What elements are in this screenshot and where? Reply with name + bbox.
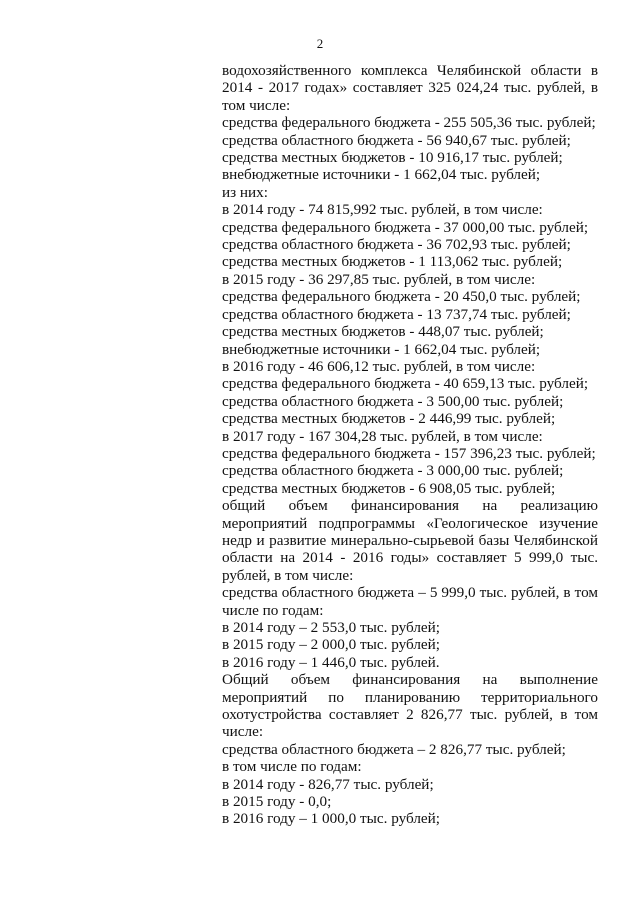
text-line: в том числе по годам: <box>222 758 362 776</box>
text-line: внебюджетные источники - 1 662,04 тыс. рублей; <box>222 340 541 358</box>
page-number: 2 <box>316 36 324 51</box>
text-line: в 2016 году - 46 606,12 тыс. рублей, в том числе: <box>222 357 536 375</box>
text-line: в 2014 году - 826,77 тыс. рублей; <box>222 775 434 793</box>
text-line: средства областного бюджета - 13 737,74 тыс. рублей; <box>222 305 571 323</box>
text-line: общий объем финансирования на реализацию <box>222 497 598 515</box>
text-line: мероприятий подпрограммы «Геологическое изучение <box>222 514 598 532</box>
text-line: 2014 - 2017 годах» составляет 325 024,24 тыс. рублей, в <box>222 79 598 97</box>
text-line: средства местных бюджетов - 10 916,17 тыс. рублей; <box>222 149 563 167</box>
text-line: в 2015 году – 2 000,0 тыс. рублей; <box>222 636 440 654</box>
text-line: водохозяйственного комплекса Челябинской области в <box>222 62 598 79</box>
text-line: области на 2014 - 2016 годы» составляет 5 999,0 тыс. <box>222 549 598 567</box>
text-line: средства областного бюджета – 5 999,0 тыс. рублей, в том <box>222 584 598 602</box>
text-line: средства федерального бюджета - 20 450,0 тыс. рублей; <box>222 288 581 306</box>
text-line: мероприятий по планированию территориального <box>222 688 598 706</box>
text-line: из них: <box>222 183 268 201</box>
text-line: охотустройства составляет 2 826,77 тыс. рублей, в том <box>222 706 598 724</box>
text-line: средства местных бюджетов - 448,07 тыс. рублей; <box>222 323 544 341</box>
text-line: средства федерального бюджета - 255 505,36 тыс. рублей; <box>222 114 596 132</box>
text-line: в 2015 году - 0,0; <box>222 793 332 811</box>
text-line: средства местных бюджетов - 6 908,05 тыс. рублей; <box>222 479 556 497</box>
text-line: средства федерального бюджета - 40 659,13 тыс. рублей; <box>222 375 589 393</box>
text-line: том числе: <box>222 96 291 114</box>
text-line: средства областного бюджета – 2 826,77 тыс. рублей; <box>222 740 566 758</box>
text-line: числе: <box>222 723 264 741</box>
text-line: недр и развитие минерально-сырьевой базы Челябинской <box>222 531 598 549</box>
text-line: средства федерального бюджета - 157 396,23 тыс. рублей; <box>222 444 596 462</box>
text-line: средства областного бюджета - 36 702,93 тыс. рублей; <box>222 236 571 254</box>
text-line: в 2017 году - 167 304,28 тыс. рублей, в том числе: <box>222 427 543 445</box>
text-line: Общий объем финансирования на выполнение <box>222 671 598 689</box>
text-line: внебюджетные источники - 1 662,04 тыс. рублей; <box>222 166 541 184</box>
text-line: средства областного бюджета - 56 940,67 тыс. рублей; <box>222 131 571 149</box>
text-line: в 2014 году – 2 553,0 тыс. рублей; <box>222 619 440 636</box>
text-line: средства областного бюджета - 3 500,00 тыс. рублей; <box>222 392 564 410</box>
text-line: средства федерального бюджета - 37 000,00 тыс. рублей; <box>222 218 589 236</box>
text-line: числе по годам: <box>222 601 324 619</box>
text-line: в 2014 году - 74 815,992 тыс. рублей, в том числе: <box>222 201 543 219</box>
document-body <box>222 62 598 828</box>
text-line: средства местных бюджетов - 2 446,99 тыс. рублей; <box>222 410 556 428</box>
text-line: средства областного бюджета - 3 000,00 тыс. рублей; <box>222 462 564 480</box>
text-line: в 2015 году - 36 297,85 тыс. рублей, в том числе: <box>222 270 536 288</box>
text-line: рублей, в том числе: <box>222 566 354 584</box>
text-line: в 2016 году – 1 000,0 тыс. рублей; <box>222 810 440 828</box>
text-line: средства местных бюджетов - 1 113,062 тыс. рублей; <box>222 253 563 271</box>
text-line: в 2016 году – 1 446,0 тыс. рублей. <box>222 653 440 671</box>
